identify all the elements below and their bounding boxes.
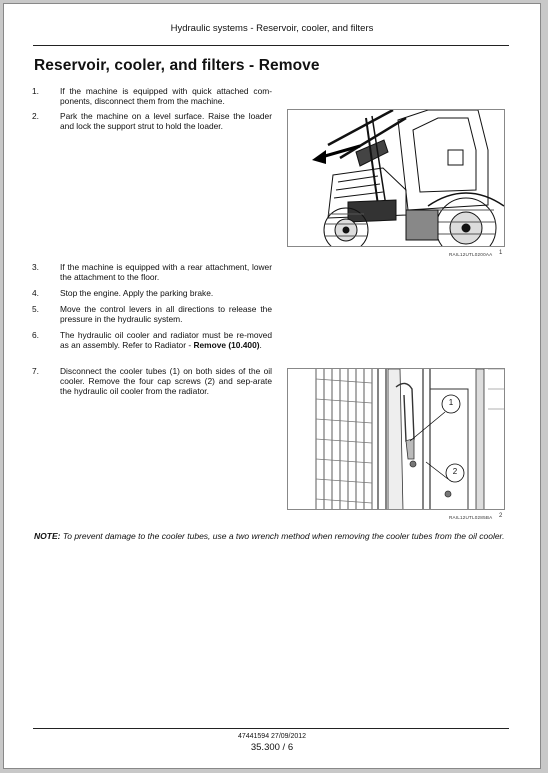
step-text: If the machine is equipped with a rear attachment, lower the attachment to the floor.: [60, 262, 272, 282]
callout-1-label: 1: [448, 398, 454, 407]
step-3: [32, 262, 272, 282]
step-number: 1.: [32, 86, 39, 96]
step-5: [32, 304, 272, 324]
step-text: Park the machine on a level surface. Raise the loader and lock the support strut to hold the loader.: [60, 111, 272, 131]
step-text-tail: .: [259, 340, 262, 350]
step-text: If the machine is equipped with quick attached com-ponents, disconnect them from the machine.: [60, 86, 272, 106]
step-text: Disconnect the cooler tubes (1) on both sides of the oil cooler. Remove the four cap screws (2) and sep-arate the hydraulic oil cooler from the radiator.: [60, 366, 272, 396]
running-header: Hydraulic systems - Reservoir, cooler, and filters: [170, 23, 374, 34]
manual-page: [3, 3, 541, 769]
note-text: [34, 531, 510, 542]
header-rule: [33, 45, 509, 46]
note-label: NOTE:: [34, 531, 61, 541]
figure-cooler-illustration: [287, 368, 505, 510]
footer-rule: [33, 728, 509, 729]
step-4: [32, 288, 272, 298]
step-text: Stop the engine. Apply the parking brake.: [60, 288, 214, 298]
footer-document-id: 47441594 27/09/2012: [237, 733, 307, 740]
cooler-drawing: [288, 369, 505, 510]
step-7: [32, 366, 272, 396]
section-title: Reservoir, cooler, and filters - Remove: [34, 57, 320, 74]
cross-reference-link[interactable]: Remove (10.400): [193, 340, 260, 350]
footer-page-number: 35.300 / 6: [250, 742, 294, 753]
step-text-main: The hydraulic oil cooler and radiator must be re-moved as an assembly. Refer to Radiator -: [60, 330, 272, 350]
step-number: 4.: [32, 288, 39, 298]
figure-1-caption: RAIL12UTL0200AA: [449, 252, 493, 257]
figure-loader-illustration: [287, 109, 505, 247]
callout-2-label: 2: [452, 467, 458, 476]
note-body: To prevent damage to the cooler tubes, use a two wrench method when removing the cooler tubes from the oil cooler.: [60, 531, 505, 541]
step-number: 6.: [32, 330, 39, 340]
step-6: [32, 330, 272, 350]
step-2: [32, 111, 272, 131]
step-text: Move the control levers in all directions to release the pressure in the hydraulic system.: [60, 304, 272, 324]
step-1: [32, 86, 272, 106]
step-number: 7.: [32, 366, 39, 376]
step-number: 3.: [32, 262, 39, 272]
loader-drawing: [288, 110, 505, 247]
figure-2-caption: RAIL12UTL0285BA: [449, 515, 493, 520]
figure-1-number: 1: [499, 250, 503, 256]
figure-2-number: 2: [499, 513, 503, 519]
step-text: [60, 330, 272, 350]
step-number: 2.: [32, 111, 39, 121]
step-number: 5.: [32, 304, 39, 314]
